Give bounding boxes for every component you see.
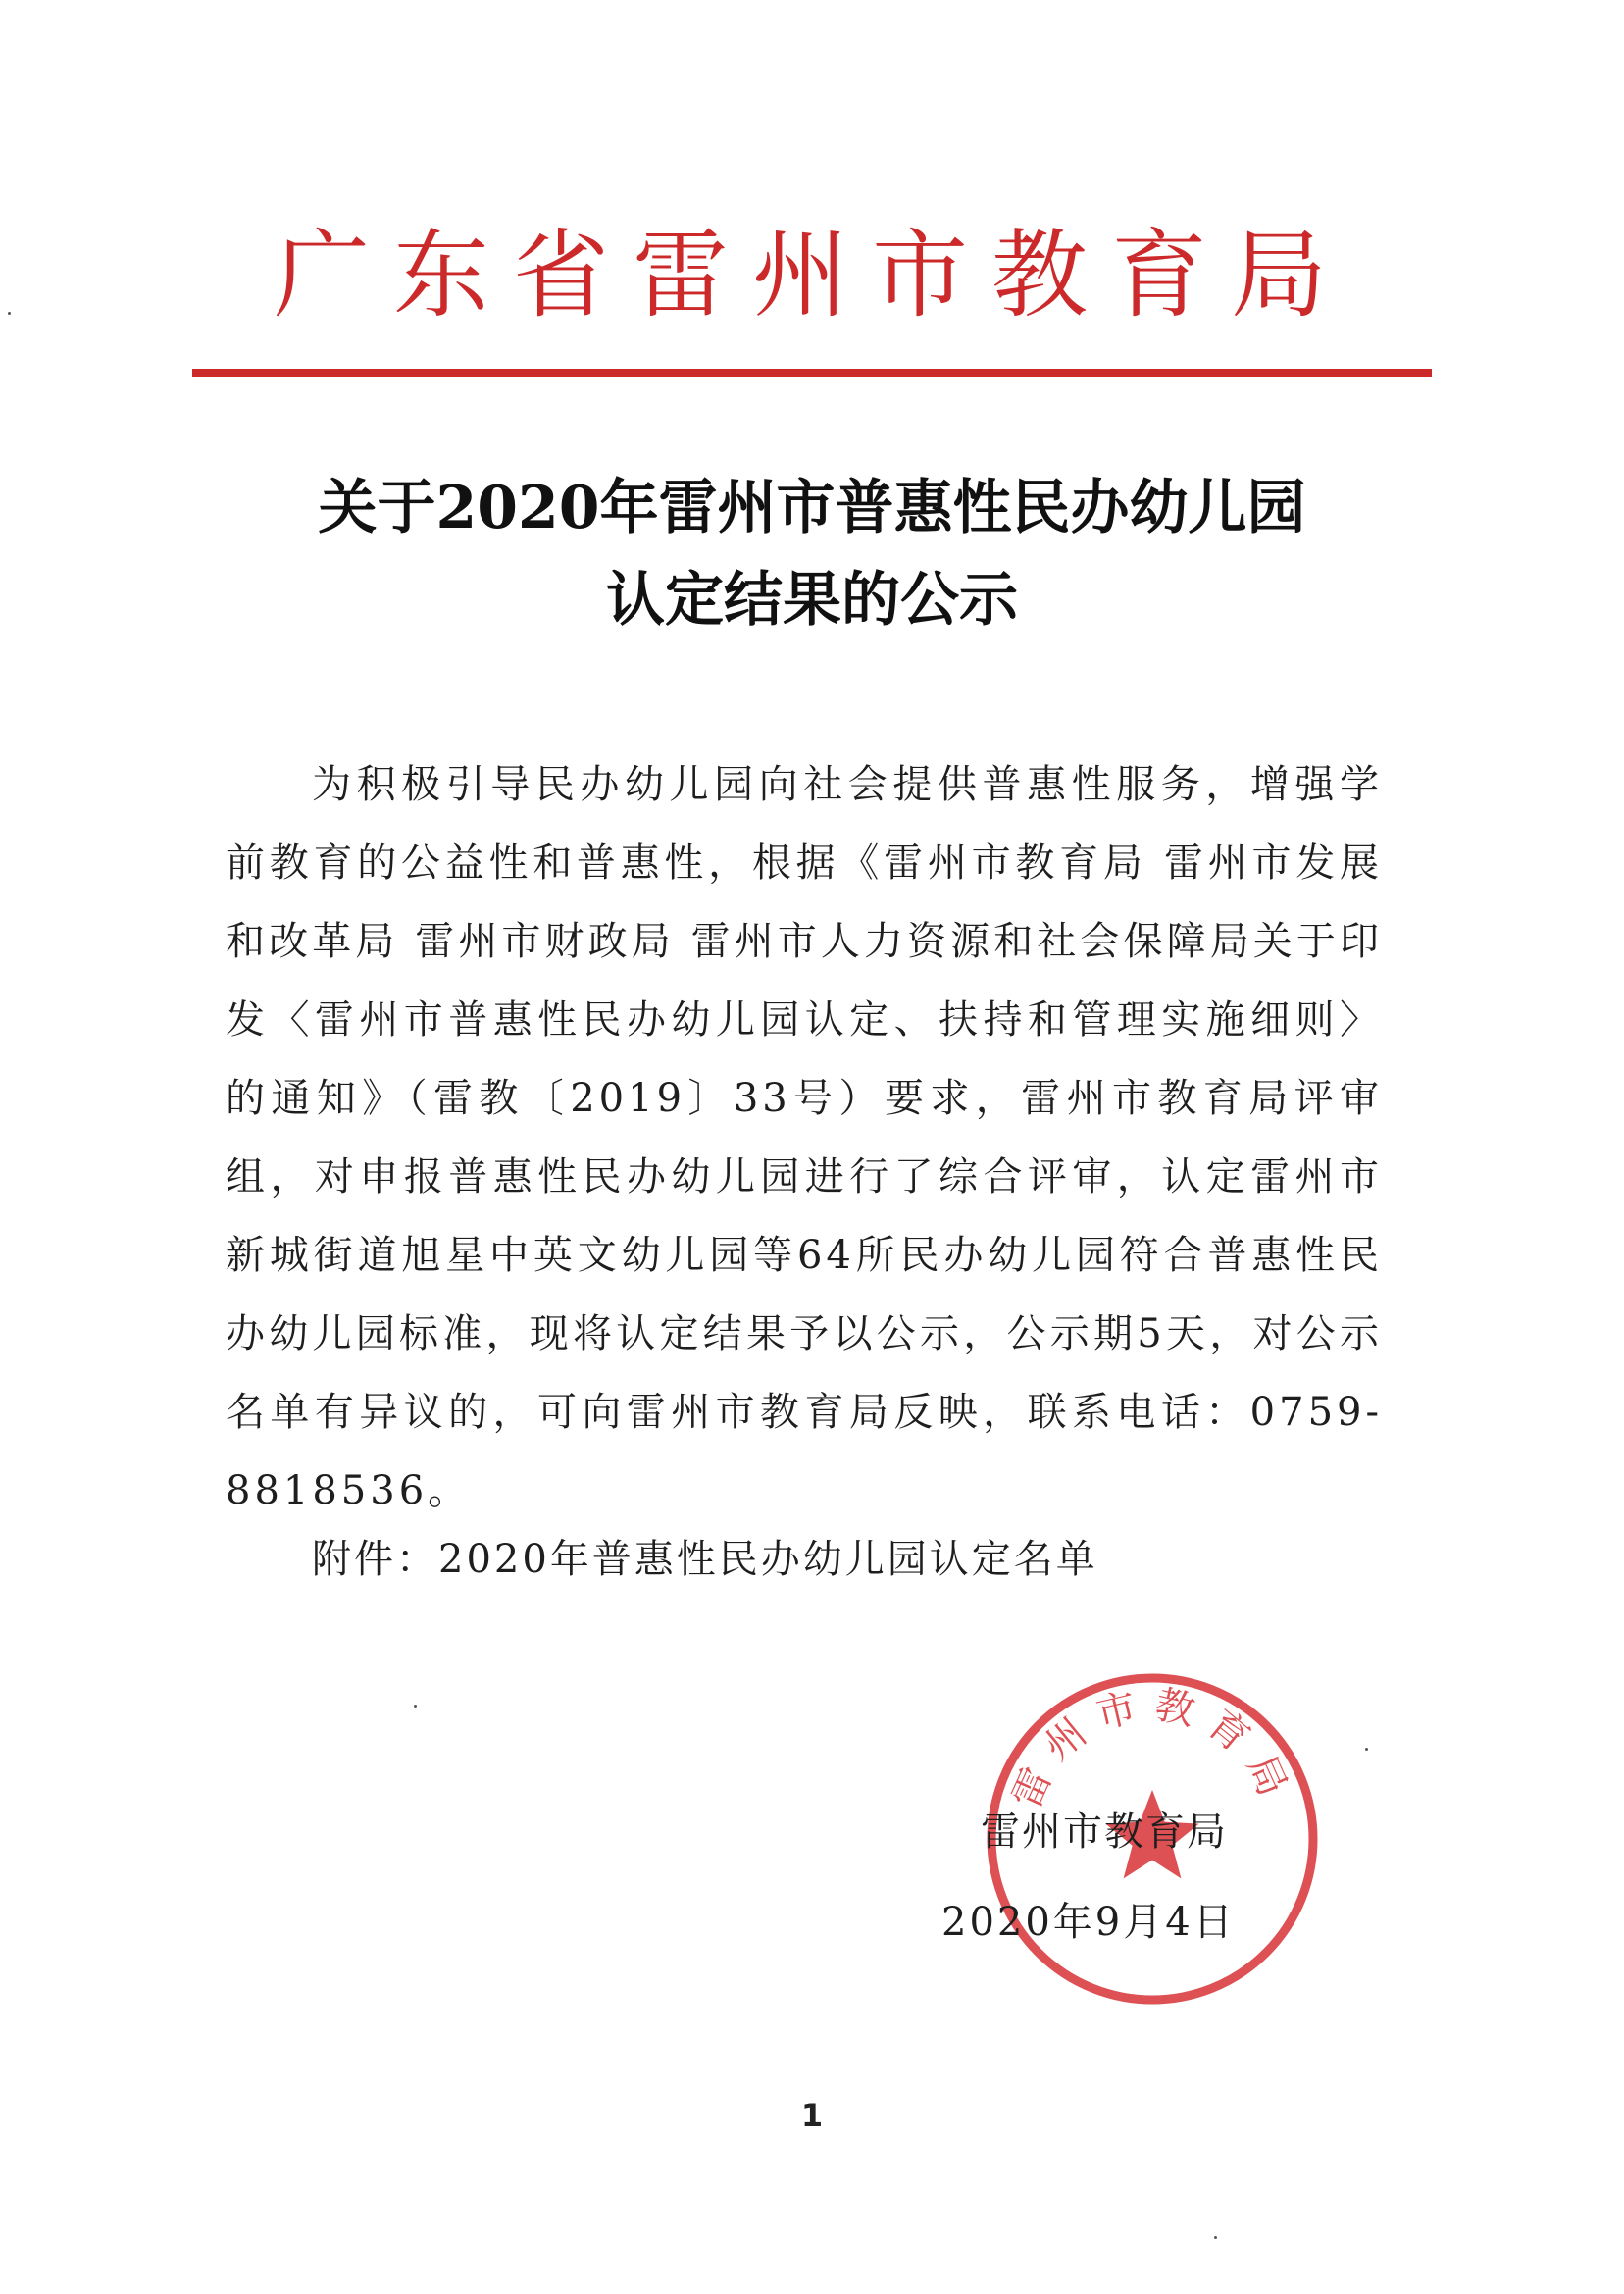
scan-speck — [1214, 2236, 1217, 2239]
scan-speck — [8, 312, 11, 315]
page-number: 1 — [800, 2097, 824, 2134]
seal-text-path: 雷州市教育局 — [1003, 1681, 1301, 1815]
document-title-line-1: 关于2020年雷州市普惠性民办幼儿园 — [318, 474, 1306, 542]
letterhead-org-name: 广东省雷州市教育局 — [273, 220, 1350, 331]
letterhead-red-rule — [192, 369, 1432, 377]
signature-organization: 雷州市教育局 — [981, 1810, 1228, 1855]
scan-speck — [1365, 1748, 1368, 1751]
body-paragraph: 为积极引导民办幼儿园向社会提供普惠性服务，增强学前教育的公益性和普惠性，根据《雷州市教育局 雷州市发展和改革局 雷州市财政局 雷州市人力资源和社会保障局关于印发〈雷州市普惠性民办幼儿园认定、扶持和管理实施细则〉的通知》（雷教〔2019〕33号）要求，雷州市教育局评审组，对申报普惠性民办幼儿园进行了综合评审，认定雷州市新城街道旭星中英文幼儿园等64所民办幼儿园符合普惠性民办幼儿园标准，现将认定结果予以公示，公示期5天，对公示名单有异议的，可向雷州市教育局反映，联系电话：0759-8818536。 — [226, 762, 1383, 1513]
document-title-line-2: 认定结果的公示 — [606, 566, 1018, 635]
scan-speck — [414, 1705, 417, 1708]
attachment-line: 附件：2020年普惠性民办幼儿园认定名单 — [312, 1537, 1098, 1582]
signature-date: 2020年9月4日 — [941, 1900, 1236, 1945]
